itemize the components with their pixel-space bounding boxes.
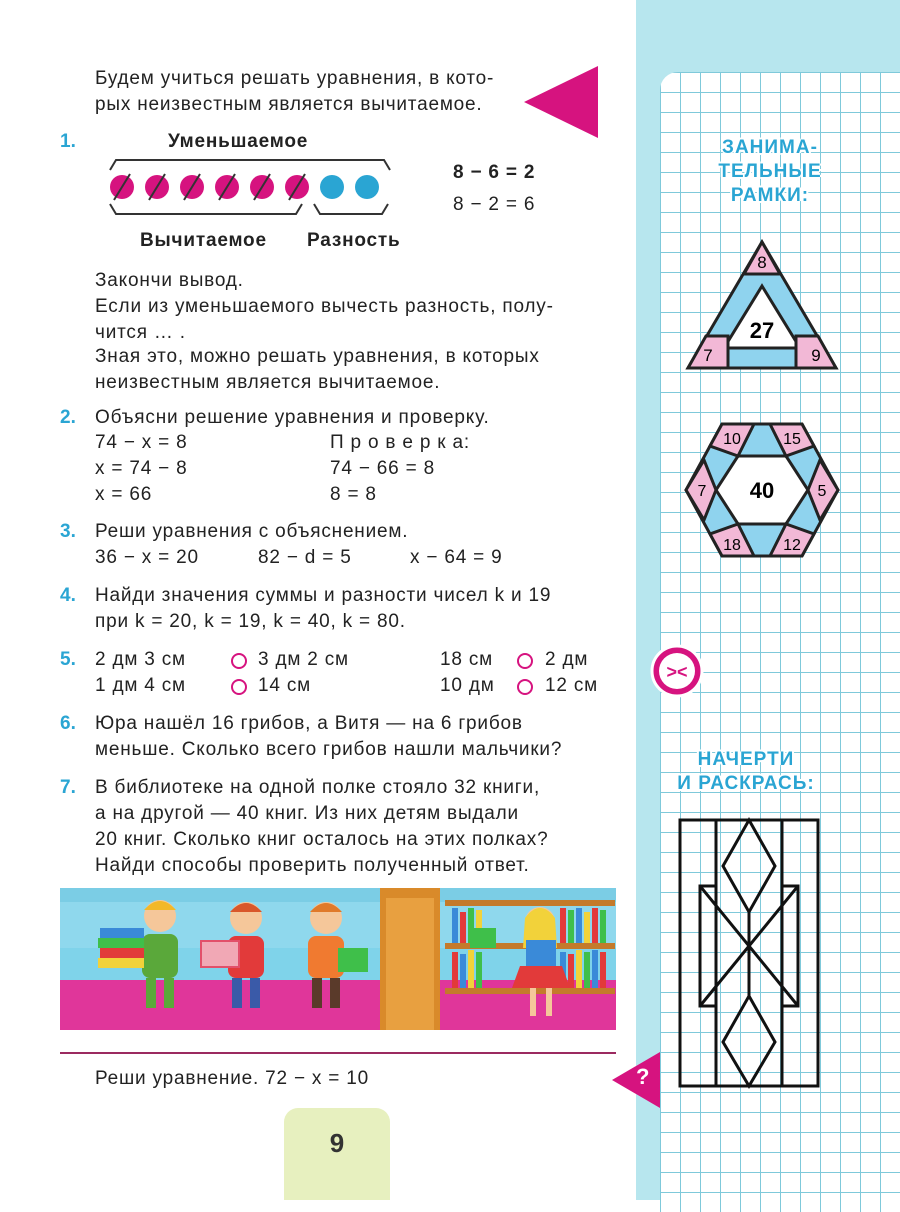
library-illustration xyxy=(60,888,616,1030)
hex-right: 5 xyxy=(817,483,827,500)
equation-1: 8 − 6 = 2 xyxy=(453,162,536,183)
pointer-triangle-icon xyxy=(524,66,598,138)
side-title-2-line-1: НАЧЕРТИ xyxy=(697,749,795,770)
side-title-2-line-2: И РАСКРАСЬ: xyxy=(677,773,815,794)
task6-line-2: меньше. Сколько всего грибов нашли мальчики? xyxy=(95,739,563,760)
side-title-2 xyxy=(660,748,832,796)
compare-row1-c: 18 см xyxy=(440,649,493,670)
check-line-1: 74 − 66 = 8 xyxy=(330,458,435,479)
hex-left: 7 xyxy=(697,483,707,500)
side-title-1 xyxy=(690,136,850,208)
solution-line-3: x = 66 xyxy=(95,484,153,505)
blue-dot xyxy=(320,175,344,199)
page-number: 9 xyxy=(329,1128,345,1158)
task6-number: 6. xyxy=(60,713,76,734)
compare-row1-d: 2 дм xyxy=(545,649,589,670)
task3-number: 3. xyxy=(60,521,76,542)
task7-line-4: Найди способы проверить полученный ответ. xyxy=(95,855,530,876)
conclusion-line-5: неизвестным является вычитаемое. xyxy=(95,372,441,393)
compare-row2-c: 10 дм xyxy=(440,675,495,696)
solution-line-2: x = 74 − 8 xyxy=(95,458,188,479)
task7-line-3: 20 книг. Сколько книг осталось на этих полках? xyxy=(95,829,549,850)
side-title-1-line-3: РАМКИ: xyxy=(730,185,810,206)
compare-row1-a: 2 дм 3 см xyxy=(95,649,186,670)
task1-number: 1. xyxy=(60,131,76,152)
conclusion-line-2: Если из уменьшаемого вычесть разность, полу- xyxy=(95,296,554,317)
blue-dot xyxy=(355,175,379,199)
conclusion-line-4: Зная это, можно решать уравнения, в которых xyxy=(95,346,540,367)
triangle-frame-puzzle xyxy=(682,236,842,374)
conclusion-line-3: чится … . xyxy=(95,322,186,343)
triangle-right: 9 xyxy=(811,346,821,365)
equation-a: 36 − x = 20 xyxy=(95,547,199,568)
bottom-task: Реши уравнение. 72 − x = 10 xyxy=(95,1068,370,1089)
conclusion-line-1: Закончи вывод. xyxy=(95,270,244,291)
solution-line-1: 74 − x = 8 xyxy=(95,432,188,453)
triangle-center: 27 xyxy=(749,318,775,343)
compare-row2-a: 1 дм 4 см xyxy=(95,675,186,696)
task7-line-2: а на другой — 40 книг. Из них детям выдали xyxy=(95,803,519,824)
task2-text: Объясни решение уравнения и проверку. xyxy=(95,407,490,428)
separator-line xyxy=(60,1052,616,1054)
task4-line-2: при k = 20, k = 19, k = 40, k = 80. xyxy=(95,611,406,632)
compare-circle-4 xyxy=(517,679,533,695)
intro-line-1: Будем учиться решать уравнения, в кото- xyxy=(95,68,495,89)
dots-diagram xyxy=(100,156,400,228)
task3-text: Реши уравнения с объяснением. xyxy=(95,521,409,542)
triangle-left: 7 xyxy=(703,346,713,365)
help-question-mark: ? xyxy=(636,1064,650,1089)
check-line-2: 8 = 8 xyxy=(330,484,377,505)
hex-bottom-right: 12 xyxy=(783,537,801,554)
task4-number: 4. xyxy=(60,585,76,606)
task5-number: 5. xyxy=(60,649,76,670)
hex-bottom-left: 18 xyxy=(723,537,741,554)
task7-number: 7. xyxy=(60,777,76,798)
side-title-1-line-2: ТЕЛЬНЫЕ xyxy=(718,161,822,182)
subtrahend-label: Вычитаемое xyxy=(140,230,267,251)
svg-text:><: >< xyxy=(666,662,688,682)
equation-b: 82 − d = 5 xyxy=(258,547,352,568)
compare-row2-d: 12 см xyxy=(545,675,598,696)
minuend-label: Уменьшаемое xyxy=(168,131,309,152)
task6-line-1: Юра нашёл 16 грибов, а Витя — на 6 грибов xyxy=(95,713,523,734)
task7-line-1: В библиотеке на одной полке стояло 32 книги, xyxy=(95,777,541,798)
hexagon-frame-puzzle xyxy=(682,420,842,562)
check-title: П р о в е р к а: xyxy=(330,432,470,453)
hex-top-left: 10 xyxy=(723,431,741,448)
compare-circle-1 xyxy=(231,653,247,669)
compare-row2-b: 14 см xyxy=(258,675,311,696)
intro-line-2: рых неизвестным является вычитаемое. xyxy=(95,94,483,115)
equation-2: 8 − 2 = 6 xyxy=(453,194,536,215)
triangle-top: 8 xyxy=(757,253,767,272)
task2-number: 2. xyxy=(60,407,76,428)
compare-row1-b: 3 дм 2 см xyxy=(258,649,349,670)
hex-center: 40 xyxy=(749,478,775,503)
difference-label: Разность xyxy=(307,230,401,251)
equation-c: x − 64 = 9 xyxy=(410,547,503,568)
compare-circle-3 xyxy=(231,679,247,695)
draw-and-color-figure xyxy=(676,816,822,1092)
side-title-1-line-1: ЗАНИМА- xyxy=(722,137,818,158)
compare-circle-2 xyxy=(517,653,533,669)
compare-sign-icon xyxy=(650,644,704,698)
page-number-tab xyxy=(284,1108,390,1200)
hex-top-right: 15 xyxy=(783,431,801,448)
task4-line-1: Найди значения суммы и разности чисел k и 19 xyxy=(95,585,552,606)
